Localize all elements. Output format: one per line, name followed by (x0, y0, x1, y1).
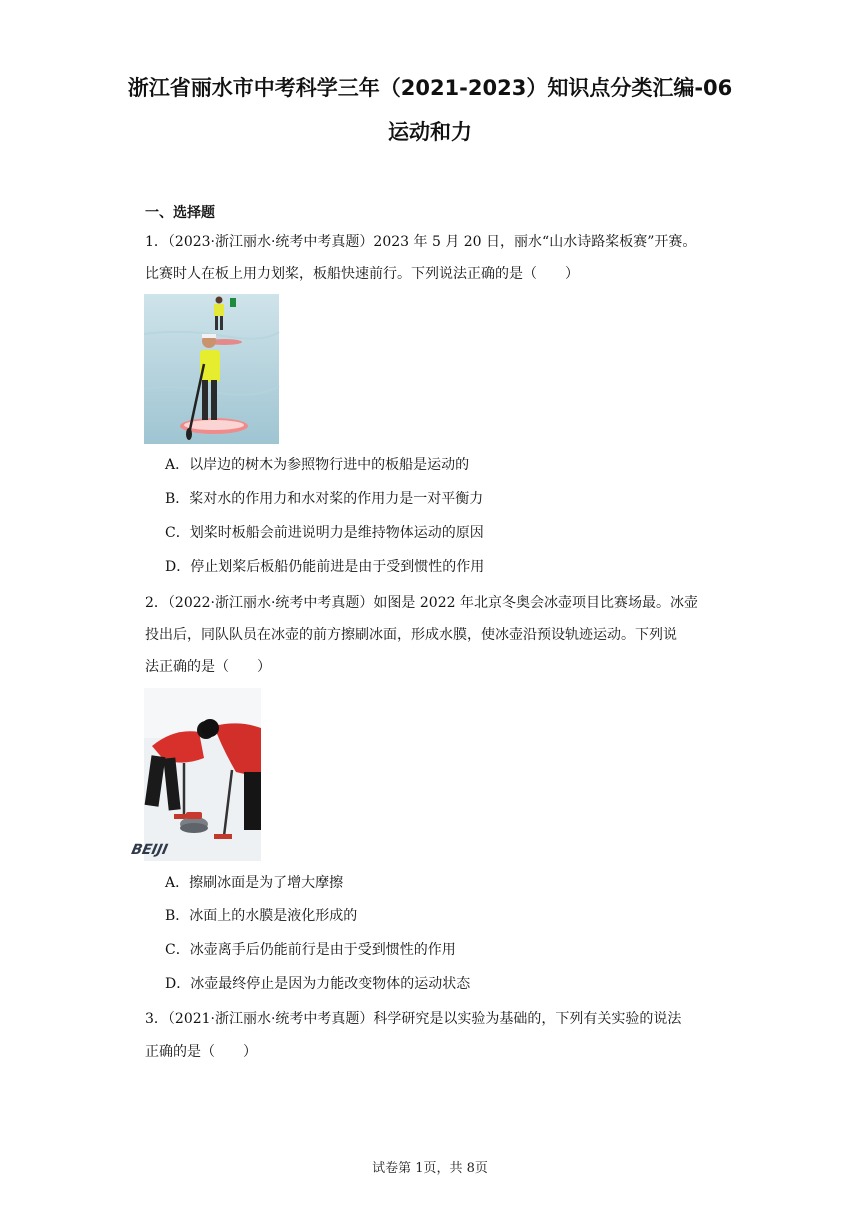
q1-stem-line1: 1．（2023·浙江丽水·统考中考真题）2023 年 5 月 20 日，丽水“山水诗路桨板赛”开赛。 (145, 234, 697, 250)
q2-option-d: D．冰壶最终停止是因为力能改变物体的运动状态 (165, 976, 471, 992)
q1-option-a: A．以岸边的树木为参照物行进中的板船是运动的 (165, 457, 470, 473)
doc-title-line1: 浙江省丽水市中考科学三年（2021-2023）知识点分类汇编-06 (127, 76, 733, 100)
q3-stem-line2: 正确的是（ ） (145, 1044, 257, 1060)
paddleboard-race-photo (144, 294, 279, 444)
svg-text:BEIJI: BEIJI (129, 842, 170, 858)
section-heading: 一、选择题 (145, 205, 215, 221)
doc-title-line2: 运动和力 (388, 120, 472, 144)
q1-option-d: D．停止划桨后板船仍能前进是由于受到惯性的作用 (165, 559, 485, 575)
q3-stem-line1: 3．（2021·浙江丽水·统考中考真题）科学研究是以实验为基础的，下列有关实验的说法 (145, 1011, 682, 1027)
curling-photo (129, 688, 261, 861)
q2-option-a: A．擦刷冰面是为了增大摩擦 (165, 875, 344, 891)
q2-option-c: C．冰壶离手后仍能前行是由于受到惯性的作用 (165, 942, 456, 958)
q1-option-c: C．划桨时板船会前进说明力是维持物体运动的原因 (165, 525, 484, 541)
q2-stem-line3: 法正确的是（ ） (145, 659, 271, 675)
q2-option-b: B．冰面上的水膜是液化形成的 (165, 908, 358, 924)
q1-option-b: B．桨对水的作用力和水对桨的作用力是一对平衡力 (165, 491, 484, 507)
q2-stem-line1: 2．（2022·浙江丽水·统考中考真题）如图是 2022 年北京冬奥会冰壶项目比赛场最。冰壶 (145, 595, 698, 611)
q2-stem-line2: 投出后，同队队员在冰壶的前方擦刷冰面，形成水膜，使冰壶沿预设轨迹运动。下列说 (145, 627, 677, 643)
q1-stem-line2: 比赛时人在板上用力划桨，板船快速前行。下列说法正确的是（ ） (145, 266, 579, 282)
page-footer: 试卷第 1页，共 8页 (372, 1161, 488, 1176)
